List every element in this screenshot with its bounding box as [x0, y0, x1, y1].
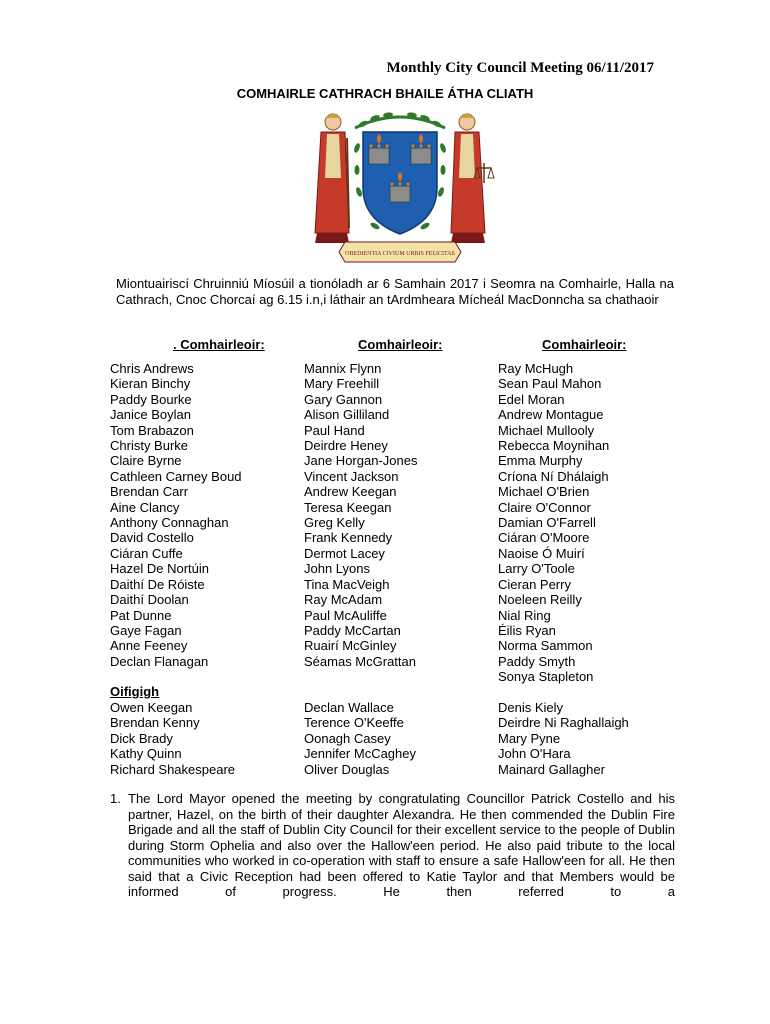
crest-motto: OBEDIENTIA CIVIUM URBIS FELICITAS — [345, 251, 455, 257]
council-name: COMHAIRLE CATHRACH BHAILE ÁTHA CLIATH — [236, 86, 534, 101]
official-name: John O'Hara — [498, 746, 571, 762]
council-member-name: Mannix Flynn — [304, 361, 382, 376]
council-member-name: Naoise Ó Muirí — [498, 545, 585, 561]
council-member-name: Michael O'Brien — [498, 484, 590, 500]
official-name: Oonagh Casey — [304, 730, 391, 746]
council-member-name: Pat Dunne — [110, 607, 172, 623]
council-member-name: Paul Hand — [304, 422, 365, 438]
council-member-name: Ray McHugh — [498, 361, 574, 376]
members-column-2 — [304, 361, 417, 669]
official-name: Dick Brady — [110, 730, 173, 746]
council-member-name: Michael Mullooly — [498, 422, 595, 438]
officials-heading: Oifigigh — [110, 684, 160, 699]
column-heading-3: Comhairleoir: — [542, 337, 627, 352]
council-member-name: Paddy Smyth — [498, 653, 576, 669]
council-member-name: Larry O'Toole — [498, 561, 575, 577]
officials-column-1 — [110, 700, 235, 777]
council-member-name: Chris Andrews — [110, 361, 194, 376]
council-member-name: Anthony Connaghan — [110, 515, 229, 531]
council-member-name: Jane Horgan-Jones — [304, 453, 418, 469]
council-member-name: Ray McAdam — [304, 592, 383, 608]
council-member-name: Cathleen Carney Boud — [110, 468, 242, 484]
council-member-name: Mary Freehill — [304, 376, 380, 392]
council-member-name: Gary Gannon — [304, 391, 383, 407]
official-name: Oliver Douglas — [304, 761, 390, 777]
official-name: Declan Wallace — [304, 700, 394, 715]
minutes-item-1 — [110, 791, 675, 900]
council-member-name: Brendan Carr — [110, 484, 189, 500]
council-member-name: Andrew Keegan — [304, 484, 397, 500]
official-name: Terence O'Keeffe — [304, 715, 404, 731]
council-member-name: Emma Murphy — [498, 453, 583, 469]
council-member-name: Claire O'Connor — [498, 499, 591, 515]
council-member-name: Edel Moran — [498, 391, 565, 407]
council-member-name: Dermot Lacey — [304, 545, 385, 561]
council-member-name: David Costello — [110, 530, 194, 546]
council-member-name: Daithí Doolan — [110, 592, 189, 608]
official-name: Richard Shakespeare — [110, 761, 236, 777]
council-member-name: Noeleen Reilly — [498, 592, 582, 608]
official-name: Owen Keegan — [110, 700, 193, 715]
council-member-name: Tom Brabazon — [110, 422, 194, 438]
council-member-name: Frank Kennedy — [304, 530, 393, 546]
council-member-name: Éilis Ryan — [498, 622, 556, 638]
council-member-name: Daithí De Róiste — [110, 576, 205, 592]
council-member-name: Damian O'Farrell — [498, 515, 596, 531]
council-member-name: Deirdre Heney — [304, 438, 388, 454]
council-member-name: Norma Sammon — [498, 638, 593, 654]
council-member-name: Paul McAuliffe — [304, 607, 387, 623]
council-member-name: Séamas McGrattan — [304, 653, 416, 669]
council-member-name: Sonya Stapleton — [498, 669, 594, 685]
official-name: Brendan Kenny — [110, 715, 200, 731]
item-number: 1. — [110, 791, 121, 806]
official-name: Mary Pyne — [498, 730, 561, 746]
council-member-name: Ciáran O'Moore — [498, 530, 590, 546]
council-member-name: Sean Paul Mahon — [498, 376, 602, 392]
council-member-name: Ruairí McGinley — [304, 638, 397, 654]
officials-column-3 — [498, 700, 629, 777]
council-member-name: Críona Ní Dhálaigh — [498, 468, 609, 484]
column-heading-1: . Comhairleoir: — [173, 337, 265, 352]
council-member-name: Teresa Keegan — [304, 499, 392, 515]
official-name: Jennifer McCaghey — [304, 746, 416, 762]
official-name: Mainard Gallagher — [498, 761, 605, 777]
intro-paragraph: Miontuairiscí Chruinniú Míosúil a tionóladh ar 6 Samhain 2017 i Seomra na Comhairle, Halla na Cathrach, Cnoc Chorcaí ag 6.15 i.n,i láthair an tArdmheara Mícheál MacDonncha sa chathaoir — [116, 276, 674, 307]
council-member-name: Tina MacVeigh — [304, 576, 390, 592]
council-member-name: Vincent Jackson — [304, 468, 399, 484]
council-member-name: Aine Clancy — [110, 499, 180, 515]
council-member-name: Rebecca Moynihan — [498, 438, 610, 454]
council-member-name: Andrew Montague — [498, 407, 604, 423]
council-member-name: Kieran Binchy — [110, 376, 191, 392]
council-member-name: Alison Gilliland — [304, 407, 390, 423]
council-member-name: Anne Feeney — [110, 638, 188, 654]
members-column-1 — [110, 361, 242, 669]
council-member-name: Hazel De Nortúin — [110, 561, 209, 577]
council-member-name: Nial Ring — [498, 607, 551, 623]
council-member-name: Cieran Perry — [498, 576, 571, 592]
official-name: Denis Kiely — [498, 700, 564, 715]
council-member-name: Gaye Fagan — [110, 622, 182, 638]
column-heading-2: Comhairleoir: — [358, 337, 443, 352]
council-member-name: Janice Boylan — [110, 407, 191, 423]
council-member-name: Paddy Bourke — [110, 391, 192, 407]
official-name: Kathy Quinn — [110, 746, 182, 762]
council-member-name: Claire Byrne — [110, 453, 182, 469]
council-member-name: John Lyons — [304, 561, 371, 577]
council-member-name: Ciáran Cuffe — [110, 545, 183, 561]
official-name: Deirdre Ni Raghallaigh — [498, 715, 629, 731]
council-member-name: Christy Burke — [110, 438, 189, 454]
item-text: The Lord Mayor opened the meeting by congratulating Councillor Patrick Costello and his partner, Hazel, on the birth of their daughter Alexandra. He then commended the Dublin Fire Brigade and all the staff of Dublin City Council for their excellent service to the people of Dublin during Storm Ophelia and also over the Hallow'een period. He also paid tribute to the local communities who worked in co-operation with staff to ensure a safe Hallow'een for all. He then said that a Civic Reception had been offered to Katie Taylor and that Members would be informed of progress. He then referred to a — [128, 791, 675, 899]
meeting-title: Monthly City Council Meeting 06/11/2017 — [386, 60, 654, 76]
dublin-coat-of-arms — [305, 108, 495, 266]
officials-column-2 — [304, 700, 416, 777]
members-column-3 — [498, 361, 609, 685]
council-member-name: Greg Kelly — [304, 515, 365, 531]
council-member-name: Paddy McCartan — [304, 622, 401, 638]
council-member-name: Declan Flanagan — [110, 653, 209, 669]
